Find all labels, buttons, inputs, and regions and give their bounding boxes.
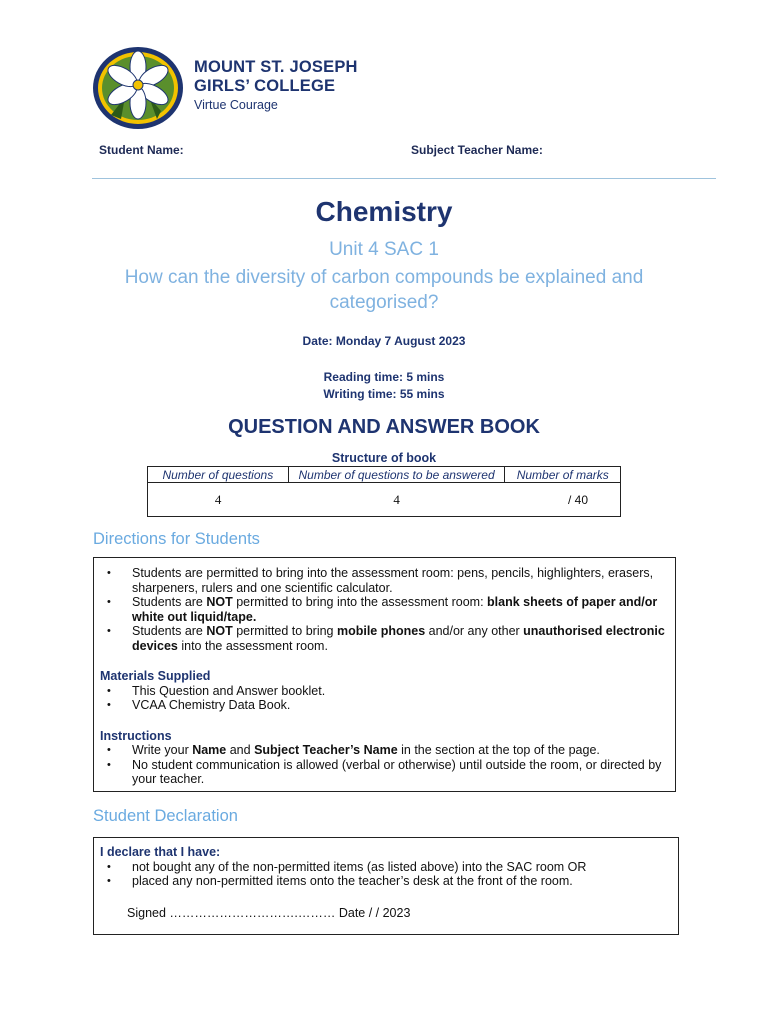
- materials-heading: Materials Supplied: [100, 669, 211, 683]
- rule-text: permitted to bring: [232, 624, 337, 638]
- list-item: [94, 874, 678, 889]
- signature-line: Signed ………………………….……… Date / / 2023: [127, 905, 411, 920]
- directions-box: [93, 557, 676, 792]
- instruction-text: and: [226, 743, 255, 757]
- list-item: [94, 860, 678, 875]
- list-item: [94, 566, 675, 595]
- structure-header-questions: Number of questions: [148, 467, 289, 483]
- rule-emphasis: unauthorised electronic devices: [132, 624, 665, 653]
- exam-date: Date: Monday 7 August 2023: [302, 334, 466, 348]
- instruction-text: Write your: [132, 743, 193, 757]
- declaration-box: [93, 837, 679, 935]
- list-item: [94, 684, 675, 699]
- instruction-text: No student communication is allowed (verbal or otherwise) until outside the room, or directed by your teacher.: [132, 757, 662, 786]
- instruction-emphasis: Subject Teacher’s Name: [254, 743, 398, 757]
- instructions-list: [94, 743, 675, 787]
- declaration-intro: I declare that I have:: [100, 845, 221, 859]
- rule-text: Students are: [132, 624, 207, 638]
- school-name: [194, 58, 358, 96]
- writing-time: Writing time: 55 mins: [323, 387, 445, 401]
- school-logo: [91, 45, 185, 131]
- structure-header-row: [148, 467, 621, 483]
- directions-list: [94, 566, 675, 653]
- list-item: [94, 758, 675, 787]
- list-item: [94, 698, 675, 713]
- unit-subtitle: Unit 4 SAC 1: [329, 239, 439, 260]
- declaration-text: placed any non-permitted items onto the teacher’s desk at the front of the room.: [132, 874, 573, 888]
- school-name-line1: MOUNT ST. JOSEPH: [194, 58, 358, 76]
- structure-value-row: [148, 483, 621, 517]
- page-title: Chemistry: [315, 196, 453, 227]
- sac-question: How can the diversity of carbon compounds be explained and categorised?: [124, 267, 644, 313]
- structure-value-answered: 4: [288, 483, 505, 517]
- materials-list: [94, 684, 675, 713]
- directions-heading: Directions for Students: [93, 530, 260, 548]
- reading-time: Reading time: 5 mins: [323, 370, 445, 384]
- structure-caption: Structure of book: [331, 451, 437, 465]
- list-item: [94, 743, 675, 758]
- rule-text: Students are permitted to bring into the assessment room: pens, pencils, highlighters, erasers, sharpeners, rulers and one scientific calculator.: [132, 566, 654, 595]
- structure-value-questions: 4: [148, 483, 289, 517]
- instruction-text: in the section at the top of the page.: [397, 743, 600, 757]
- school-crest-flower-icon: [91, 45, 185, 131]
- list-item: [94, 624, 675, 653]
- declaration-list: [94, 860, 678, 889]
- rule-text: Students are: [132, 595, 207, 609]
- structure-table: [147, 466, 621, 517]
- declaration-heading: Student Declaration: [93, 807, 238, 825]
- rule-emphasis: NOT: [206, 595, 233, 609]
- instruction-emphasis: Name: [192, 743, 227, 757]
- rule-emphasis: blank sheets of paper and/or white out liquid/tape.: [132, 595, 658, 624]
- instructions-heading: Instructions: [100, 728, 172, 743]
- rule-emphasis: mobile phones: [336, 624, 426, 638]
- structure-value-marks: / 40: [505, 483, 621, 517]
- book-title: QUESTION AND ANSWER BOOK: [228, 416, 540, 438]
- material-text: This Question and Answer booklet.: [132, 683, 326, 698]
- header-divider: [92, 178, 716, 179]
- teacher-name-label: Subject Teacher Name:: [411, 143, 543, 157]
- declaration-text: not bought any of the non-permitted items (as listed above) into the SAC room OR: [132, 859, 587, 874]
- structure-header-answered: Number of questions to be answered: [288, 467, 505, 483]
- list-item: [94, 595, 675, 624]
- student-name-label: Student Name:: [99, 143, 184, 157]
- rule-text: permitted to bring into the assessment room:: [232, 595, 488, 609]
- school-name-line2: GIRLS’ COLLEGE: [194, 77, 336, 95]
- material-text: VCAA Chemistry Data Book.: [132, 698, 291, 712]
- rule-emphasis: NOT: [206, 624, 233, 638]
- rule-text: into the assessment room.: [177, 638, 328, 653]
- structure-header-marks: Number of marks: [505, 467, 621, 483]
- school-motto: Virtue Courage: [194, 98, 278, 112]
- rule-text: and/or any other: [425, 624, 524, 638]
